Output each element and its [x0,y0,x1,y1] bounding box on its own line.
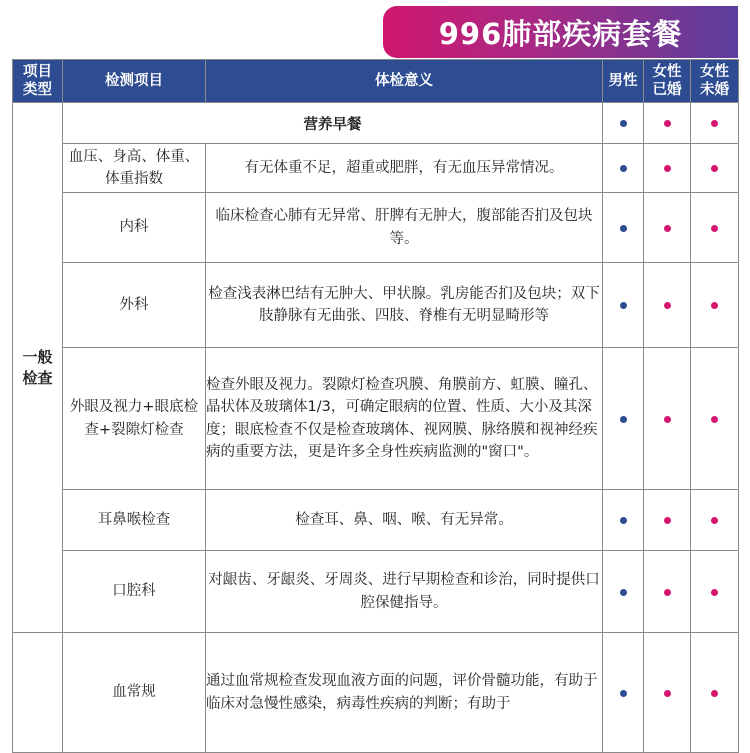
table-row [13,103,739,144]
female-married-mark [644,490,691,551]
item-meaning: 通过血常规检查发现血液方面的问题，评价骨髓功能，有助于临床对急慢性感染，病毒性疾病的判断；有助于 [206,633,603,753]
dot-icon [620,589,627,596]
female-married-mark [644,103,691,144]
dot-icon [620,690,627,697]
dot-icon [711,517,718,524]
dot-icon [664,690,671,697]
female-unmarried-mark [691,193,739,263]
female-unmarried-mark [691,551,739,633]
female-married-mark [644,263,691,348]
item-name: 口腔科 [63,551,206,633]
table-row [13,263,739,348]
category-cell: 一般 检查 [13,103,63,633]
item-name: 外科 [63,263,206,348]
male-mark [603,633,644,753]
item-name: 血常规 [63,633,206,753]
package-title: 996肺部疾病套餐 [438,16,683,51]
dot-icon [711,120,718,127]
table-row [13,348,739,490]
table-header-row [13,60,739,103]
male-mark [603,103,644,144]
female-unmarried-mark [691,263,739,348]
category-cell [13,633,63,753]
header-female-married: 女性 已婚 [644,60,691,103]
female-unmarried-mark [691,490,739,551]
table-row [13,551,739,633]
male-mark [603,144,644,193]
table-row [13,144,739,193]
dot-icon [711,416,718,423]
item-meaning: 临床检查心肺有无异常、肝脾有无肿大，腹部能否扪及包块等。 [206,193,603,263]
dot-icon [664,517,671,524]
item-name: 外眼及视力+眼底检查+裂隙灯检查 [63,348,206,490]
female-married-mark [644,551,691,633]
dot-icon [711,165,718,172]
male-mark [603,263,644,348]
item-name: 内科 [63,193,206,263]
dot-icon [711,589,718,596]
dot-icon [620,302,627,309]
item-meaning: 检查耳、鼻、咽、喉、有无异常。 [206,490,603,551]
header-item: 检测项目 [63,60,206,103]
female-unmarried-mark [691,103,739,144]
table-row [13,490,739,551]
female-unmarried-mark [691,144,739,193]
dot-icon [664,165,671,172]
male-mark [603,551,644,633]
package-table [12,59,739,753]
header-meaning: 体检意义 [206,60,603,103]
dot-icon [620,416,627,423]
female-married-mark [644,348,691,490]
dot-icon [620,165,627,172]
female-unmarried-mark [691,348,739,490]
item-name: 耳鼻喉检查 [63,490,206,551]
female-married-mark [644,633,691,753]
item-meaning: 对龈齿、牙龈炎、牙周炎、进行早期检查和诊治，同时提供口腔保健指导。 [206,551,603,633]
item-meaning: 检查外眼及视力。裂隙灯检查巩膜、角膜前方、虹膜、瞳孔、晶状体及玻璃体1/3，可确定眼病的位置、性质、大小及其深度；眼底检查不仅是检查玻璃体、视网膜、脉络膜和视神经疾病的重要方法，更是许多全身性疾病监测的"窗口"。 [206,348,603,490]
header-category: 项目 类型 [13,60,63,103]
female-unmarried-mark [691,633,739,753]
male-mark [603,490,644,551]
item-meaning: 检查浅表淋巴结有无肿大、甲状腺。乳房能否扪及包块；双下肢静脉有无曲张、四肢、脊椎有无明显畸形等 [206,263,603,348]
male-mark [603,193,644,263]
item-meaning: 有无体重不足，超重或肥胖，有无血压异常情况。 [206,144,603,193]
female-married-mark [644,193,691,263]
female-married-mark [644,144,691,193]
header-female-unmarried: 女性 未婚 [691,60,739,103]
dot-icon [620,517,627,524]
dot-icon [620,225,627,232]
package-title-banner [383,6,738,58]
dot-icon [664,416,671,423]
dot-icon [620,120,627,127]
dot-icon [711,690,718,697]
dot-icon [664,120,671,127]
header-male: 男性 [603,60,644,103]
dot-icon [711,302,718,309]
dot-icon [664,302,671,309]
male-mark [603,348,644,490]
item-name: 血压、身高、体重、体重指数 [63,144,206,193]
table-row [13,633,739,753]
table-row [13,193,739,263]
dot-icon [664,589,671,596]
dot-icon [664,225,671,232]
section-title: 营养早餐 [63,103,603,144]
dot-icon [711,225,718,232]
